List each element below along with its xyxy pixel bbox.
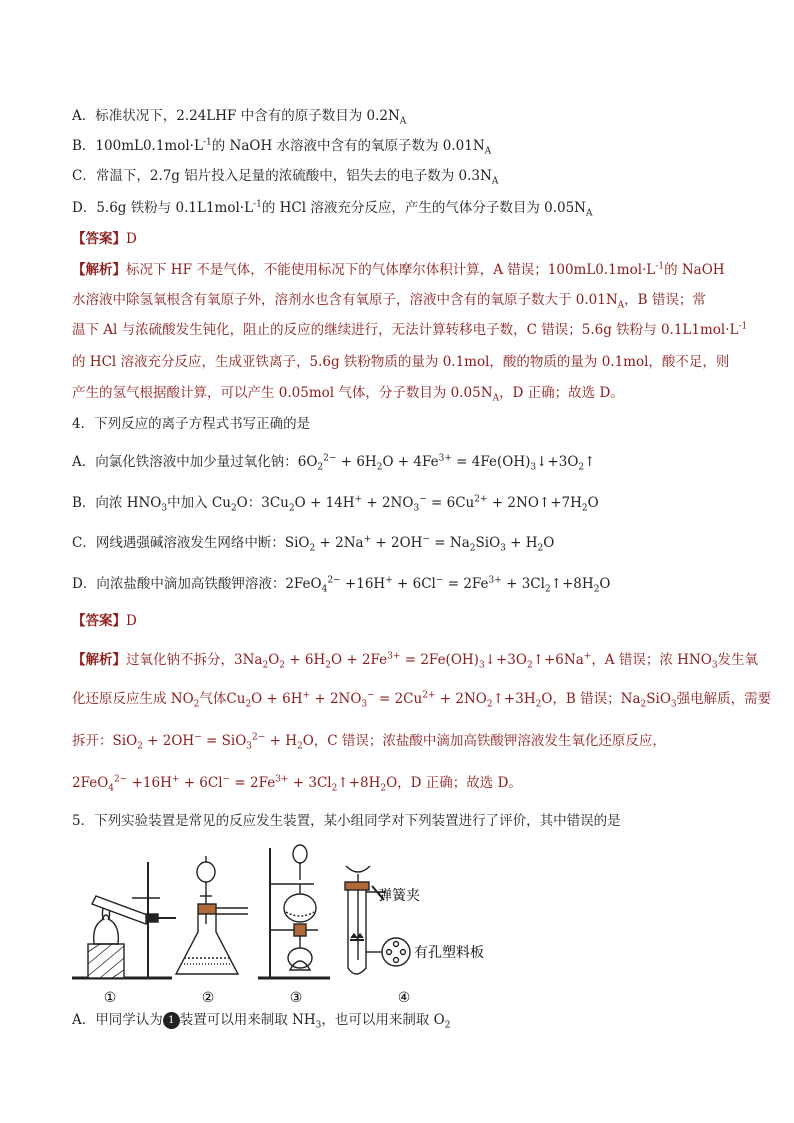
q4-analysis-line-1: 【解析】过氧化钠不拆分，$3Na_2O_2 + 6H_2O + 2Fe^{3+}$ = $2Fe(OH)_3↓+3O_2↑+6Na^+$，A 错误；浓 $HNO_3$发生氧 <box>72 651 759 671</box>
q3-option-a: A．标准状况下，2.24LHF 中含有的原子数目为 $0.2N_A$ <box>72 108 407 127</box>
q5-stem: 5．下列实验装置是常见的反应发生装置，某小组同学对下列装置进行了评价，其中错误的是 <box>72 813 621 829</box>
spring-clip-label: 弹簧夹 <box>378 888 420 904</box>
q3-analysis-line-3: 温下 Al 与浓硫酸发生钝化，阻止的反应的继续进行，无法计算转移电子数，C 错误；5.6g 铁粉与 $0.1L1mol\cdot L^{-1}$ <box>72 321 748 338</box>
q3-analysis-line-1: 【解析】标况下 HF 不是气体，不能使用标况下的气体摩尔体积计算，A 错误；$100mL0.1mol\cdot L^{-1}$的 NaOH <box>72 261 725 278</box>
q4-option-a: A．向氯化铁溶液中加少量过氧化钠：$6O_2^{2-} + 6H_2O + 4Fe^{3+}$ = $4Fe(OH)_3↓+3O_2↑$ <box>72 453 596 473</box>
q4-option-c: C．网线遇强碱溶液发生网络中断：$SiO_2 + 2Na^+ + 2OH^- = Na_2SiO_3 + H_2O$ <box>72 534 555 554</box>
q3-analysis-line-5: 产生的氢气根据酸计算，可以产生 0.05mol 气体，分子数目为 $0.05N_A$，D 正确；故选 D。 <box>72 385 624 404</box>
apparatus-4-label: ④ <box>397 990 411 1006</box>
q4-option-b: B．向浓 $HNO_3$中加入 $Cu_2O$：$3Cu_2O + 14H^+ + 2NO_3^- = 6Cu^{2+}$ + $2NO↑+7H_2O$ <box>72 494 599 514</box>
q4-answer: 【答案】D <box>72 613 137 629</box>
q4-analysis-line-3: 拆开：$SiO_2 + 2OH^- = SiO_3^{2-} + H_2O$，C 错误；浓盐酸中滴加高铁酸钾溶液发生氧化还原反应， <box>72 732 666 752</box>
apparatus-3-label: ③ <box>289 990 303 1006</box>
circled-one-icon: 1 <box>163 1012 180 1029</box>
apparatus-2 <box>176 856 248 974</box>
q3-option-d: D．5.6g 铁粉与 $0.1L1mol\cdot L^{-1}$的 HCl 溶液充分反应，产生的气体分子数目为 $0.05N_A$ <box>72 199 593 219</box>
apparatus-2-label: ② <box>201 990 215 1006</box>
apparatus-4 <box>345 866 410 974</box>
q5-option-a: A．甲同学认为 1 装置可以用来制取 $NH_3$，也可以用来制取 $O_2$ <box>72 1012 451 1031</box>
q3-option-b: B．$100mL0.1mol\cdot L^{-1}$的 NaOH 水溶液中含有的氧原子数为 $0.01N_A$ <box>72 137 492 157</box>
apparatus-1 <box>72 862 176 978</box>
q4-analysis-line-4: $2FeO_4^{2-} +16H^+ + 6Cl^- = 2Fe^{3+}$ + $3Cl_2↑+8H_2O$，D 正确；故选 D。 <box>72 774 522 794</box>
apparatus-3 <box>258 845 330 978</box>
q3-answer: 【答案】D <box>72 231 137 247</box>
apparatus-1-label: ① <box>103 990 117 1006</box>
q4-option-d: D．向浓盐酸中滴加高铁酸钾溶液：$2FeO_4^{2-} +16H^+ + 6Cl^- = 2Fe^{3+}$ + $3Cl_2↑+8H_2O$ <box>72 575 611 595</box>
q4-stem: 4．下列反应的离子方程式书写正确的是 <box>72 416 311 432</box>
q3-analysis-line-4: 的 HCl 溶液充分反应，生成亚铁离子，5.6g 铁粉物质的量为 0.1mol，酸的物质的量为 0.1mol，酸不足，则 <box>72 354 730 370</box>
plate-label: 有孔塑料板 <box>414 945 484 961</box>
q3-analysis-line-2: 水溶液中除氢氧根含有氧原子外，溶剂水也含有氧原子，溶液中含有的氧原子数大于 $0.01N_A$，B 错误；常 <box>72 292 706 311</box>
q3-option-c: C．常温下，2.7g 铝片投入足量的浓硫酸中，铝失去的电子数为 $0.3N_A$ <box>72 168 499 187</box>
q4-analysis-line-2: 化还原反应生成 $NO_2$气体$Cu_2O + 6H^+ + 2NO_3^- = 2Cu^{2+}$ + $2NO_2↑+3H_2O$，B 错误；$Na_2SiO_3$强电解质，需要 <box>72 690 772 710</box>
